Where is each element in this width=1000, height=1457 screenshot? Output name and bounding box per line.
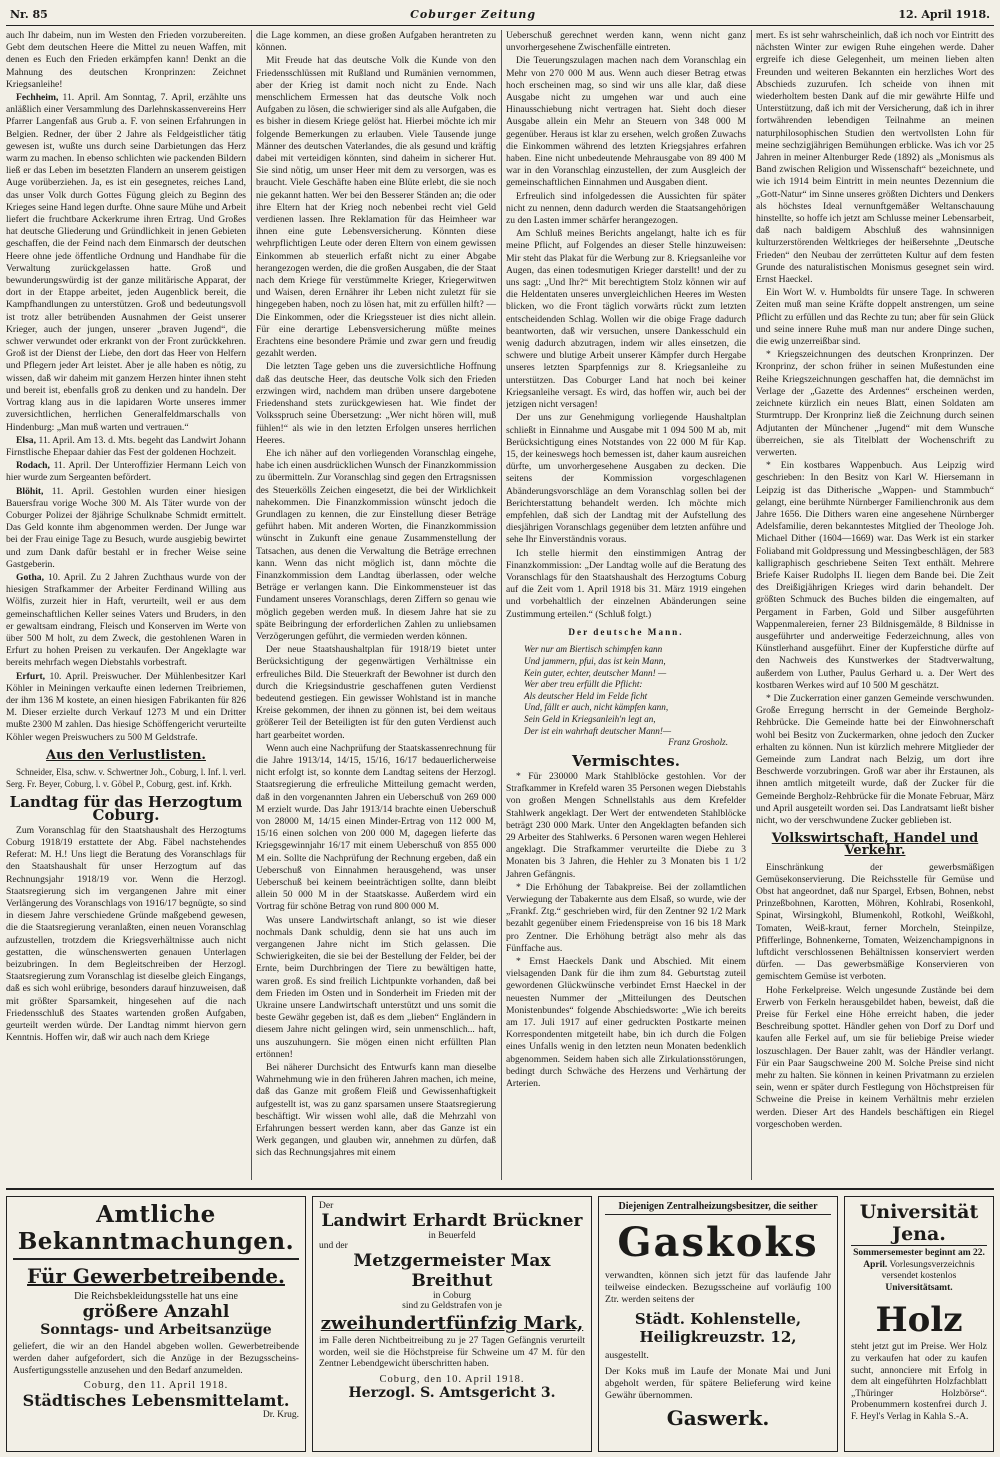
casualty-list: Schneider, Elsa, schw. v. Schwertner Joh., Coburg, l. Inf. l. verl. Serg. Fr. Beyer, Coburg, l. v. Göbel P., Coburg, gest. inf. Krkh. [6,766,246,790]
article-paragraph: Ein Wort W. v. Humboldts für unsere Tage. In schweren Zeiten muß man seine Kräfte doppelt anstrengen, um seine Pflicht zu erfüllen und das Rechte zu tun; aber für sein Glück und seine innere Ruhe muß man nur andere Dinge suchen, die ewig unzerreißbar sind. [756,287,994,348]
ad-text: Der Koks muß im Laufe der Monate Mai und Juni abgeholt werden, für spätere Belieferung wird keine Gewähr übernommen. [605,1366,831,1401]
dateline: Gotha, [16,571,44,583]
article-paragraph: * Ernst Haeckels Dank und Abschied. Mit einem vielsagenden Dank für die ihm zum 84. Geburtstag zuteil gewordenen Glückwünsche verbindet Ernst Haeckel in der neuesten Nummer der „Mitteilungen des Deutschen Monistenbundes“ folgende Abschiedsworte: „Wie ich bereits am 17. Juli 1917 auf einer gedruckten Postkarte meinen Korrespondenten mitgeteilt habe, bin ich durch die Folgen eines Unfalls wenig in den letzten neun Monaten bedenklich abgenommen. Seidem haben sich alle Zirkulationsstörungen, bedingt durch Schwäche des Herzens und Verhärtung der Arterien. [506,955,746,1089]
ad-text: und der [319,1241,348,1251]
dateline: Elsa, [16,434,36,446]
ad-heading: Amtliche Bekanntmachungen. [13,1201,299,1260]
poem-line: Kein guter, echter, deutscher Mann! — [524,667,667,678]
section-heading: Landtag für das Herzogtum Coburg. [9,793,243,824]
news-text: 10. April. Zu 2 Jahren Zuchthaus wurde von der hiesigen Strafkammer der Arbeiter Ferdinand Willing aus Wölfis, zurzeit hier in Haft, verurteilt, weil er aus dem gemeinschaftlichen Keller seines Vaters und Bruders, in den er gewaltsam eindrang, Fleisch und Konserven im Werte von über 500 M holt, zu dem Zweck, die gestohlenen Waren in Erfurt zu hohen Preisen zu verkaufen. Der Angeklagte war bereits mehrfach wegen Diebstahls vorbestraft. [6,571,246,669]
poem-line: Als deutscher Held im Felde ficht [524,690,648,701]
ad-signature: Städtisches Lebensmittelamt. [22,1391,290,1410]
ad-text: in Beuerfeld [428,1231,476,1241]
issue-date: 12. April 1918. [898,8,990,21]
ad-heading: zweihundertfünfzig Mark, [320,1313,584,1334]
section-heading: Volkswirtschaft, Handel und Verkehr. [771,831,979,859]
poem-line: Der ist ein wahrhaft deutscher Mann!— [524,725,672,736]
article-paragraph: * Die Erhöhung der Tabakpreise. Bei der zollamtlichen Verwiegung der Tabakernte aus dem Elsaß, so wurde, wie der „Frankf. Ztg.“ geschrieben wird, für den Zentner 92 1/2 Mark bezahlt gegenüber einem Friedenspreise von 16 bis 18 Mark pro Zentner. Die Erhöhung beträgt also mehr als das Fünffache aus. [506,881,746,954]
ad-dateline: Coburg, den 10. April 1918. [379,1373,525,1385]
news-item [6,92,246,434]
article-paragraph: Zum Voranschlag für den Staatshaushalt des Herzogtums Coburg 1918/19 erstattete der Abg. Fäbel nachstehendes Referat: M. H.! Uns liegt die Beratung des Voranschlags für den Staatshaushalt für unser Herzogtum auf das Rechnungsjahr 1918/19 vor. Wenn die Herzogl. Staatsregierung sich im vergangenen Jahre mit einer Verlängerung des Voranschlags von 1916/17 begnügte, so sind in diesem Jahre verschiedene Gründe maßgebend gewesen, die die Staatsregierung veranlaßten, einen neuen Voranschlag aufzustellen, trotzdem die Kriegsverhältnisse auch nicht gestatten, die wünschenswerten genauen Unterlagen beizubringen. In dem Begleitschreiben der Herzogl. Staatsregierung zum Voranschlag ist dieselbe gleich Eingangs, daß es sich wohl erübrige, besonders darauf hinzuweisen, daß mit größter Sparsamkeit, hingesehen auf die nach Friedensschluß des Staates wartenden großen Aufgaben, geurteilt werden würde. Der Landtag nimmt hiervon gern Kenntnis. Hoffen wir, daß wir auch nach dem Kriege [6,824,246,1044]
poem-line: Und jammern, pfui, das ist kein Mann, [524,655,666,666]
ad-text: ausgestellt. [605,1350,649,1361]
ad-heading: größere Anzahl [82,1302,230,1322]
article-paragraph: * Ein kostbares Wappenbuch. Aus Leipzig wird geschrieben: In den Besitz von Karl W. Hiersemann in Leipzig ist das Ditherische „Wappen- und Stammbuch“ gelangt, eine berühmte Nürnberger Familienchronik aus dem Jahre 1656. Die Dithers waren eine angesehene Nürnberger Adelsfamilie, deren bekanntestes Mitglied der Theologe Joh. Michael Dither (1604—1669) war. Das Werk ist ein starker Foliaband mit Goldpressung und Messingbeschlägen, der 583 kalligraphisch geschriebene Seiten Text enthält. Mehrere Briefe Kaiser Rudolphs II. liegen dem Bande bei. Die Zeit des Dreißigjährigen Krieges wird darin behandelt. Der größten Schmuck des Buches bilden die eingemalten, auf Pergament in Farben, Gold und Silber ausgeführten Wappenmalereien, ferner 23 Bildnisgemälde, 8 Bildnisse in ausgeführter und anderweitige Federzeichnung, alles von Künstlerhand ausgeführt. Einer der Kupferstiche dürfte auf den Nachweis des Kunstwerkes der Stadtverwaltung, außerdem von Luther, Paulus Gerhard u. a. Der Wert des kostbaren Werkes wird auf 10 500 M geschätzt. [756,460,994,691]
ad-text: Der [319,1201,334,1211]
section-heading: Vermischtes. [572,751,680,770]
article-paragraph: Bei näherer Durchsicht des Entwurfs kann man dieselbe Wahrnehmung wie in den früheren Jahren machen, ich meine, daß das Ganze mit großem Fleiß und Gewissenhaftigkeit aufgestellt ist, was zu ganz sparsamen unsere Staatsregierung beschäftigt. Wir wissen wohl alle, daß die Mehrzahl von Erfahrungen bessert werden kann, aber das Ganze ist ein Werk gegangen, und glauben wir, annehmen zu dürfen, daß sich das Rechnungsjahres mit einem [256,1062,496,1159]
article-paragraph: auch Ihr dabeim, nun im Westen den Frieden vorzubereiten. Gebt dem deutschen Heere die Mittel zu neuen Waffen, mit denen es Euch den Frieden erkämpfen kann! Denkt an die Mahnung des deutschen Kronprinzen: Zeichnet Kriegsanleihe! [6,30,246,90]
article-paragraph: * Die Zuckerration einer ganzen Gemeinde verschwunden. Große Erregung herrscht in der Gemeinde Bergholz-Rehbrücke. Die Gemeinde hatte bei der Einwohnerschaft wohl bei Besitz von Zuckermarken, ohne jedoch den Zucker erhalten zu können. Nun ist kürzlich mehrere Mitglieder der Gemeinde zum Landrat nach Belzig, um dort ihre Beschwerde vorzubringen. Groß war aber ihr Erstaunen, als ihnen amtlich mitgeteilt wurde, daß der Zucker für die Gemeinde Bergholz-Rehbrücke für die Monate Februar, März und April ausgeteilt worden sei. Das Landratsamt ließt bisher nicht, wo der verschwundene Zucker geblieben ist. [756,692,994,826]
news-text: 10. April. Preiswucher. Der Mühlenbesitzer Karl Köhler in Meiningen verkaufte einen ledernen Treibriemen, der ihm 136 M kostete, an einen hiesigen Fabrikanten für 826 M. Dieser erzielte durch Verkauf 1273 M und ein Dritter mußte 2300 M zahlen. Das hiesige Schöffengericht verurteilte Köhler wegen Preiswuchers zu 500 M Geldstrafe. [6,670,246,743]
column-rule [251,30,252,1180]
dateline: Erfurt, [16,670,46,682]
ad-text [851,1248,987,1294]
article-paragraph: Hohe Ferkelpreise. Welch ungesunde Zustände bei dem Erwerb von Ferkeln herausgebildet haben, beweist, daß die Preise für Ferkel eine Höhe erreicht haben, die jeder Beschreibung spottet. Händler gehen von Dorf zu Dorf und kaufen alle Ferkel auf, um sie für beliebige Preise wieder loszuschlagen. Der Bauer zahlt, was der Händler verlangt. Für ein Paar Saugschweine 200 M. Solche Preise sind nicht mehr zu halten. Sie können in keinen Privatmann zu erzielen sein, wenn er später durch Festlegung von Höchstpreisen für Schweine die Preise in keinem Verhältnis mehr erzielen werden. Dieser Art des Handels beschäftigen ein Riegel vorgeschoben werden. [756,984,994,1130]
article-paragraph: Am Schluß meines Berichts angelangt, halte ich es für meine Pflicht, auf Folgendes an dieser Stelle hinzuweisen: Mir steht das Plakat für die Werbung zur 8. Kriegsanleihe vor Augen, das einen todesmutigen Krieger darstellt! und der zu uns sagt: „Und Ihr?“ Mit berechtigtem Stolz können wir auf die Heldentaten unseres unvergleichlichen Heeres im Westen blicken, wo die Front täglich vorwärts rückt zum letzten entscheidenden Schlag. Wollen wir die obige Frage dadurch beantworten, daß wir versuchen, unsere Dankesschuld ein wenig dadurch abzutragen, indem wir alles einsetzen, die schwere und blutige Arbeit unserer Kämpfer durch Hergabe unseres letzten Sparpfennigs zur 8. Kriegsanleihe zu unterstützen. Das Coburger Land hat noch bei keiner Kriegsanleihe versagt. Es wird, das hoffen wir, auch bei der jetzigen nicht versagen! [506,228,746,411]
news-item [6,671,246,744]
news-item [6,435,246,459]
ad-text: in Coburg [432,1291,472,1301]
news-text: 11. April. Gestohlen wurden einer hiesigen Bauersfrau vorige Woche 300 M. Als Täter wurde von der Coburger Polizei der 8jährige Schulknabe Schmidt ermittelt. Das Geld konnte ihm abgenommen werden. Der Junge war bei der Frau einige Tage zu Besuch, wurde ausgiebig bewirtet und zum Dank dafür bestahl er in frecher Weise seine Gastgeberin. [6,485,246,570]
official-notice-ad [6,1196,306,1452]
ad-text-bold: Sommersemester beginnt am [853,1248,971,1258]
ad-text: steht jetzt gut im Preise. Wer Holz zu verkaufen hat oder zu kaufen sucht, annonciere mit Erfolg in dem alt eingeführten Holzfachblatt „Thüringer Holzbörse“. Probenummern kostenfrei durch J. F. Heyl's Verlag in Kahla S.-A. [851,1342,987,1422]
ad-text: sind zu Geldstrafen von je [402,1301,502,1311]
ad-heading: Sonntags- und Arbeitsanzüge [40,1322,272,1338]
news-text: 11. April. Am 13. d. Mts. begeht das Landwirt Johann Firnstlische Ehepaar dahier das Fest der goldenen Hochzeit. [6,434,246,458]
dateline: Blöhit, [16,485,44,497]
poem-line: Wer nur am Biertisch schimpfen kann [524,644,663,655]
article-paragraph: * Für 230000 Mark Stahlblöcke gestohlen. Vor der Strafkammer in Krefeld waren 35 Personen wegen Diebstahls von großen Mengen Schnellstahls aus dem Krefelder Stahlwerk angeklagt. Der Wert der entwendeten Stahlblöcke beträgt 230 000 Mark. Unter den Angeklagten befanden sich 29 Arbeiter des Stahlwerks. 6 Personen waren wegen Hehlerei angeklagt. Die Strafkammer verurteilte die Diebe zu 3 Monaten bis 3 Jahren, die Hehler zu 3 Monaten bis 1 1/2 Jahren Gefängnis. [506,770,746,880]
article-paragraph: Mit Freude hat das deutsche Volk die Kunde von den Friedensschlüssen mit Rußland und Rumänien vernommen, aber der Krieg ist damit noch nicht zu Ende. Nach menschlichem Ermessen hat das deutsche Volk noch Aufgaben zu lösen, die schwieriger sind als alle Aufgaben, die es bisher in diesem Kriege gelöst hat. Hierbei möchte ich mir folgende Bemerkungen zu erlauben. Viele Tausende junge Männer des deutschen Vaterlandes, die als gesund und kräftig dabei mit verteidigen könnten, sind daheim in sicherer Hut. Sie sind nötig, um unser Heer mit dem zu versorgen, was es braucht. Viele Geschäfte haben eine Blüte erlebt, die sie noch nie gekannt hatten. Wer bei den Besserer Ständen an; die oder ihre Eltern hat der Krieg noch nebenbei recht viel Geld verdienen lassen. Ihre Reklamation für das Heimheer war ihnen eine gute Lebensversicherung. Könnten diese wehrpflichtigen Leute oder deren Eltern von einem gewissen Einkommen ab steuerlich erfaßt nicht zu einer Abgabe herangezogen werden, die die großen Ausgaben, die der Staat nach dem Kriege für verstümmelte Krieger, Kriegerwitwen und Waisen, deren Ernährer ihr Leben nicht zuletzt für sie hingegeben haben, noch zu lösen hat, mit zu erfüllen hilft? — Die Einkommen, oder die Kriegssteuer ist dies nicht allein. Für eine derartige Lebensversicherung müßte meines Erachtens eine besondere Prämie und zwar gern und freudig gezahlt werden. [256,55,496,360]
article-paragraph: Der uns zur Genehmigung vorliegende Haushaltplan schließt in Einnahme und Ausgabe mit 1 094 500 M ab, mit Berücksichtigung eines Notstandes von 22 000 M für Kap. 15, der keineswegs hoch bemessen ist, daher kaum ausreichen dürfte, um unvorhergesehene Ausgaben zu decken. Die seitens der Kommission vorgeschlagenen Abänderungsvorschläge an dem Voranschlag sollen bei der Berichterstattung behandelt werden. Ich möchte mich empfehlen, daß sich der Landtag mit der Aufstellung des diesjährigen Voranschlags gegenüber dem letzten anführe und sehe Ihr Einverständnis voraus. [506,412,746,546]
article-paragraph: Die letzten Tage geben uns die zuversichtliche Hoffnung daß das deutsche Heer, das deutsche Volk sich den Frieden erzwingen wird, nachdem man drüben unsere dargebotene Friedenshand stets zurückgewiesen hat. Wie findet der Volksspruch seine Übersetzung: „Wer nicht hören will, muß fühlen!“ als wie in den letzten Erfolgen unseres herrlichen Heeres. [256,361,496,446]
column-3 [506,30,746,1180]
article-paragraph: * Kriegszeichnungen des deutschen Kronprinzen. Der Kronprinz, der schon früher in seinen Mußestunden eine Reihe Kriegszeichnungen geschaffen hat, die demnächst im Verlage der „Gazette des Ardennes“ erscheinen werden, zeichnete kürzlich ein neues Blatt, einen Soldaten am Sturmtrupp. Der Kronprinz ließ die Zeichnung durch seinen Adjutanten der Münchener „Jugend“ mit dem Wunsche überreichen, sie als Titelblatt der Wochenschrift zu verwerten. [756,349,994,458]
column-rule [501,30,502,1180]
ad-heading: Holz [875,1300,963,1341]
poem [524,627,728,749]
ad-signature: Gaswerk. [666,1406,770,1430]
article-paragraph: Wenn auch eine Nachprüfung der Staatskassenrechnung für die Jahre 1913/14, 14/15, 15/16, 16/17 bedauerlicherweise nicht erfolgt ist, so konnte dem Landtag seitens der Herzogl. Staatsregierung die erfreuliche Mitteilung gemacht werden, daß in den vorgenannten Jahren ein Ueberschuß von 269 000 M erzielt wurde. Das Jahr 1913/14 brachte einen Ueberschuß von 28000 M, 14/15 einen Minder-Ertrag von 112 000 M, 15/16 einen solchen von 200 000 M, dagegen lieferte das Kriegsgewinnjahr 16/17 mit einem Ueberschuß von 855 000 M ein. Sollte die Nachprüfung der Rechnung ergeben, daß ein Ueberschuß von Einnahmen herausgehend, was unser Ueberschuß bei keinem beeinträchtigen sollte, dann bleibt allein 50 000 M in der Staatskasse. Außerdem wird ein Vortrag für schöne Betrag von rund 800 000 M. [256,742,496,913]
ad-heading: Universität Jena. [851,1201,987,1246]
article-paragraph: mert. Es ist sehr wahrscheinlich, daß ich noch vor Eintritt des nächsten Winter zur ewigen Ruhe eingehen werde. Daher ergreife ich diese Gelegenheit, um meinen lieben alten Freunden und weiteren Bekannten ein herzliches Wort des Abschieds zuzurufen. Ich scheide von ihnen mit wiederholtem besten Dank auf die mir gewährte Hilfe und Unterstützung, daß ich mit der Versicherung, daß ich in ihrer fortwährenden lebendigen Teilnahme an meinen naturphilosophischen Studien den wertvollsten Lohn für meine sechzigjährigen Bemühungen erblicke. Was ich vor 25 Jahren in meiner Altenburger Rede (1892) als „Monismus als Band zwischen Religion und Wissenschaft“ bezeichnete, und wie ich 1914 beim Eintritt in mein neuntes Dezennium die „Gott-Natur“ im Sinne unseres größten Dichters und Denkers als höchstes Ideal vernunftgemäßer Weltanschauung hinstellte, so hoffe ich jetzt am Schlusse meiner Lebensarbeit, daß nach baldigem Abschluß des wahnsinnigen kulturzerstörenden Weltkrieges der heißersehnte „Deutsche Frieden“ den Neubau der zerrütteten Kultur auf dem festen Grunde des naturalistischen Monismus gesegnet sein wird. Ernst Haeckel. [756,30,994,286]
ad-dateline: Coburg, den 11. April 1918. [83,1380,229,1391]
poem-line: Und, fällt er auch, nicht kämpfen kann, [524,702,669,713]
ad-signature: Herzogl. S. Amtsgericht 3. [348,1384,556,1401]
article-paragraph: Der neue Staatshaushaltplan für 1918/19 bietet unter Berücksichtigung der gegenwärtigen Verhältnisse ein erfreuliches Bild. Die Steuerkraft der Bewohner ist durch den durch die Kriegsindustrie geschaffenen guten Verdienst bedeutend gestiegen. Ein gewisser Wohlstand ist in manche Kreise gekommen, der ihnen zu gönnen ist, bei dem weitaus größerer Teil der Beteiligten ist für den guten Verdienst auch hart gearbeitet worden. [256,644,496,741]
news-item [6,460,246,484]
news-item [6,486,246,571]
column-4 [756,30,994,1180]
gaskoks-ad [598,1196,838,1452]
ad-heading: Gaskoks [617,1219,819,1266]
ad-heading: Für Gewerbetreibende. [27,1264,285,1288]
article-paragraph: Einschränkung der gewerbsmäßigen Gemüsekonservierung. Die Reichsstelle für Gemüse und Obst hat angeordnet, daß nur Spargel, Erbsen, Bohnen, nebst Prinzeßbohnen, Karotten, Möhren, Kohlrabi, Rosenkohl, Spinat, Wirsingkohl, Blumenkohl, Rotkohl, Weißkohl, Tomaten, Weiß-kraut, ferner Morcheln, Steinpilze, Pfifferlinge, Bohnenkerne, Tomaten, Weizenchampignons in luftdicht verschlossenen Behältnissen konserviert werden dürfen. — Das gewerbsmäßige Konservieren von gemischtem Gemüse ist verboten. [756,861,994,983]
news-text: 11. April. Am Sonntag, 7. April, erzählte uns anläßlich einer Versammlung des Darlehnskassenvereins Herr Pfarrer Langenfaß aus Grub a. F. von seinen Erfahrungen in Belgien. Redner, der über 2 Jahre als Feldgeistlicher tätig gewesen ist, wußte uns durch seine Darbietungen das Herz warm zu machen. In ebenso schlichten wie packenden Bildern ließ er das Leben im besetzten Flandern an unserem geistigen Auge vorüberziehen. Ja, es ist ein gesegnetes, reiches Land, das unser Volk durch Gottes Fügung gleich zu Beginn des Krieges seine Hand legen durfte. Ohne saure Mühe und Arbeit liefert die fruchtbare Ackerkrume ihren Ertrag. Und Großes hat deutsche Gliederung und Gründlichkeit in jenen Gebieten geschaffen, die der Feind nach dem Einmarsch der deutschen Heere ohne jede öffentliche Ordnung und Handhabe für die Verwaltung zurückgelassen hatte. Groß und bewunderungswürdig ist der ganze militärische Apparat, der dort in der Etappe arbeitet, jeden Augenblick bereit, die Kampfhandlungen zu unterstützen. Groß und bedeutungsvoll ist trotz aller betrübenden Ausnahmen der Geist unserer Krieger, auch der jungen, unserer „braven Jugend“, die schwer verwundet oder erkrankt von der Front zurückkehren. Groß ist der Dienst der Liebe, den dort das Heer von Helfern und Pflegern jeder Art leistet. Aber je alle haben es nötig, zu wissen, daß wir daheim mit ganzem Herzen hinter ihnen steht und bereit ist, ebenfalls groß zu denken und zu handeln. Der Vortrag klang aus in die lapidaren Worte unseres immer zuversichtlichen, herrlichen Generalfeldmarschalls von Hindenburg: „Man muß warten und vertrauen.“ [6,92,246,433]
ad-text: im Falle deren Nichtbeitreibung zu je 27 Tagen Gefängnis verurteilt worden, weil sie die Höchstpreise für Schweine um 47 M. für den Zentner Lebendgewicht überschritten haben. [319,1336,585,1370]
article-paragraph: Ehe ich näher auf den vorliegenden Voranschlag eingehe, habe ich einen ausdrücklichen Wunsch der Finanzkommission zu übermitteln. Zur Voranschlag sind gegen den Ertragsnissen des Steuerkölls Zeichen eingesetzt, die bei der Wirklichkeit nahekommen. Die Finanzkommission wünscht jedoch die Grundlagen zu kennen, die zur Einstellung dieser Beträge geführt haben. Mit anderen Worten, die Finanzkommission wünscht in Zukunft eine genaue Zusammenstellung der Tatsachen, aus denen die Verwaltung die Beträge errechnen kann. Wenn das nicht möglich ist, dann möchte die Finanzkommission dem Landtag überlassen, oder welche Beträge er verlangen kann. Die Einkommensteuer ist das Fundament unseres Voranschlags, deren Ziffern so genau wie möglich gegeben werden muß. In diesem Jahre hat sie zu späte Beibringung der erforderlichen Zahlen zu unliebsamen Verzögerungen geführt, die vermieden werden können. [256,447,496,642]
ad-text: verwandten, können sich jetzt für das laufende Jahr teilweise eindecken. Bezugsscheine auf vorläufig 100 Ztr. werden seitens der [605,1270,831,1305]
article-paragraph: Ich stelle hiermit den einstimmigen Antrag der Finanzkommission: „Der Landtag wolle auf die Beratung des Voranschlags für den Staatshaushalt des Herzogtums Coburg auf die Zeit vom 1. April 1918 bis 31. März 1919 eingehen und vorbehaltlich der einzelnen Abänderungen seine Zustimmung erteilen.“ (Schluß folgt.) [506,547,746,620]
ad-text-part: Vorlesungsverzeichnis versendet kostenlos [881,1259,975,1282]
column-1 [6,30,246,1180]
news-item [6,572,246,670]
issue-number: Nr. 85 [10,8,48,21]
column-2 [256,30,496,1180]
poem-line: Wer aber treu erfüllt die Pflicht: [524,679,643,690]
dateline: Rodach, [16,460,50,472]
poem-author: Franz Grosholz. [668,737,728,748]
section-heading: Aus den Verlustlisten. [46,747,206,763]
masthead [6,4,994,26]
court-notice-ad [312,1196,592,1452]
ad-heading: Metzgermeister Max Breithut [353,1251,551,1291]
ad-text-bold: 22. April. [863,1248,985,1270]
column-rule [751,30,752,1180]
ad-signer: Dr. Krug. [262,1410,299,1420]
ad-text: Die Reichsbekleidungsstelle hat uns eine [74,1291,238,1302]
ad-heading: Städt. Kohlenstelle, Heiligkreuzstr. 12, [634,1310,802,1346]
article-paragraph: Die Teuerungszulagen machen nach dem Voranschlag ein Mehr von 270 000 M aus. Wenn auch dieser Betrag etwas hoch erscheinen mag, so sind wir uns alle klar, daß diese Ausgabe nicht zu umgehen war und auch eine Hinausschiebung nicht vertragen hat. Sieht doch dieser Ausgabe allein ein Mehr an Steuern von 348 000 M gegenüber. Heraus ist klar zu ersehen, welch großen Zuwachs die Einkommen während des letzten Kriegsjahres erfahren haben. Eine nicht unbedeutende Mehrausgabe von 89 400 M war in den Voranschlag einzustellen, der zum Ausgleich der gemeinschaftlichen Einnahmen und Ausgaben dient. [506,55,746,189]
article-paragraph: Erfreulich sind infolgedessen die Aussichten für später nicht zu nennen, denn dadurch werden die Staatsangehörigen zu den Lasten immer schärfer herangezogen. [506,190,746,227]
ad-text-bold: Universitätsamt. [885,1282,953,1293]
news-text: 11. April. Der Unteroffizier Hermann Leich von hier wurde zum Sergeanten befördert. [6,460,246,484]
poem-line: Sein Geld in Kriegsanleih'n legt an, [524,713,656,724]
poem-title: Der deutsche Mann. [568,626,684,637]
ad-text: Diejenigen Zentralheizungsbesitzer, die seither [605,1201,831,1215]
newspaper-title: Coburger Zeitung [410,8,537,21]
ad-heading: Landwirt Erhardt Brückner [321,1211,583,1231]
article-paragraph: Was unsere Landwirtschaft anlangt, so ist wie dieser nochmals Dank schuldig, denn sie hat uns auch im vergangenen Jahre nicht im Stich gelassen. Die Schwierigkeiten, die sie bei der Bestellung der Felder, bei der Ernte, beim Durchbringen der Tiere zu bewältigen hatte, waren groß. Es sind freilich Lichtpunkte vorhanden, daß bei dem Frieden im Osten und in Sonderheit im Frieden mit der Ukraine unsere Landwirtschaft unterstützt und uns somit die beste Gewähr gegeben ist, daß es dem „lieben“ Engländern in diesem Jahre nicht gelingen wird, sein unmenschlich... haft, uns auszuhungern. Sie mögen einen nicht erfüllten Plan ertönnen! [256,914,496,1060]
ad-text: geliefert, die wir an den Handel abgeben wollen. Gewerbetreibende werden daher aufgefordert, sich die Anzüge in der Bezugsscheins-Ausfertigungsstelle anzusehen und den Bedarf anzumelden. [13,1341,299,1376]
dateline: Fechheim, [16,92,59,104]
article-paragraph: Ueberschuß gerechnet werden kann, wenn nicht ganz unvorhergesehene Zwischenfälle eintreten. [506,30,746,54]
advertisement-band [6,1188,994,1454]
university-holz-ad [844,1196,994,1452]
article-paragraph: die Lage kommen, an diese großen Aufgaben herantreten zu können. [256,30,496,54]
